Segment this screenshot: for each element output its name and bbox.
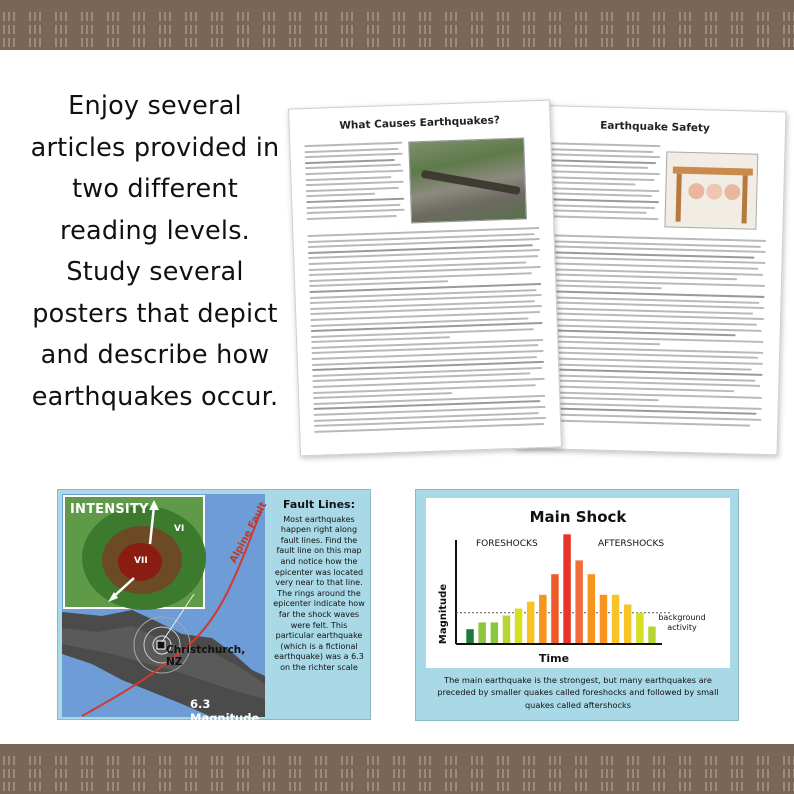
promo-line: Enjoy several: [68, 91, 242, 121]
background-activity-label: background: [658, 613, 706, 622]
text-line: [537, 198, 659, 203]
text-line: [305, 153, 403, 158]
magnitude-bar: [648, 627, 656, 644]
text-line: [538, 176, 655, 181]
sheet-text-block: [307, 227, 546, 436]
intensity-label: INTENSITY: [70, 502, 149, 517]
text-line: [537, 215, 659, 220]
fault-lines-body: Most earthquakes happen right along fault lines. Find the fault line on this map and notice how the epicenter was located very near to that line. The rings around the epicenter indicate how far the shock waves were felt. This particular earthquake (which is a fictional earthquake) was a 6.3 on the richter scale: [273, 514, 365, 672]
text-line: [537, 192, 652, 197]
promo-line: Study several: [66, 257, 244, 287]
magnitude-bar: [563, 534, 571, 643]
promo-line: and describe how: [40, 340, 270, 370]
magnitude-bar: [478, 622, 486, 643]
x-axis-label: Time: [538, 652, 570, 665]
promo-line: reading levels.: [60, 215, 250, 246]
magnitude-bar: [551, 574, 559, 643]
fault-lines-description: [271, 500, 367, 674]
promo-line: earthquakes occur.: [31, 381, 279, 412]
top-decorative-band: [0, 0, 794, 50]
promo-line: two different: [72, 174, 238, 204]
kids-under-table-photo: [664, 151, 758, 229]
text-line: [307, 209, 405, 214]
sheet-text-block: [531, 234, 766, 430]
text-line: [305, 170, 403, 175]
fault-lines-poster: [57, 489, 371, 725]
text-line: [538, 170, 660, 175]
magnitude-bar: [539, 595, 547, 643]
text-line: [305, 176, 391, 181]
sheet-title: Earthquake Safety: [600, 119, 710, 135]
map-graphic: [62, 494, 265, 717]
sheet-title: What Causes Earthquakes?: [339, 114, 501, 132]
main-shock-chart: [426, 498, 730, 668]
text-line: [306, 181, 404, 186]
text-line: [538, 164, 648, 169]
what-causes-earthquakes-sheet: [288, 100, 562, 457]
text-line: [538, 148, 653, 153]
main-shock-poster: [415, 489, 739, 721]
magnitude-bar: [503, 616, 511, 644]
promo-line: articles provided in: [30, 132, 280, 163]
text-line: [305, 159, 395, 164]
intensity-ring-label: VII: [134, 556, 148, 566]
foreshocks-label: FORESHOCKS: [476, 539, 538, 549]
magnitude-bar: [491, 622, 499, 643]
text-line: [306, 187, 399, 192]
new-zealand-map: [62, 494, 270, 725]
aftershocks-label: AFTERSHOCKS: [598, 539, 665, 549]
text-line: [538, 159, 656, 164]
cracked-road-photo: [408, 137, 527, 223]
text-line: [305, 164, 401, 169]
magnitude-bar: [527, 602, 535, 643]
promo-line: posters that depict: [32, 298, 278, 329]
chart-title: Main Shock: [529, 508, 627, 526]
intensity-ring-label: VI: [174, 524, 185, 534]
fault-lines-heading: Fault Lines:: [283, 498, 355, 511]
main-shock-caption: The main earthquake is the strongest, but many earthquakes are preceded by smaller quakes called foreshocks and followed by small quakes called aftershocks: [437, 675, 719, 710]
sheet-text-block: [304, 142, 405, 224]
text-line: [539, 142, 661, 147]
y-axis-label: Magnitude: [438, 583, 449, 645]
city-label: Christchurch, NZ: [166, 644, 246, 668]
background-activity-label: activity: [667, 623, 697, 632]
chart-svg: [426, 498, 730, 668]
magnitude-bar: [588, 574, 596, 643]
magnitude-bar: [600, 595, 608, 643]
promo-text: [24, 86, 286, 418]
magnitude-bar: [636, 613, 644, 643]
text-line: [306, 203, 400, 208]
magnitude-bar: [612, 595, 620, 643]
text-line: [304, 147, 398, 152]
text-line: [537, 204, 655, 209]
alpine-fault-label: Alpine Fault: [228, 500, 270, 566]
magnitude-label: 6.3 Magnitude: [190, 697, 260, 725]
magnitude-bar: [575, 560, 583, 643]
magnitude-bar: [624, 605, 632, 644]
magnitude-bar: [515, 609, 523, 643]
text-line: [306, 193, 375, 197]
magnitude-bar: [466, 629, 474, 643]
bottom-decorative-band: [0, 744, 794, 794]
text-line: [538, 153, 660, 158]
text-line: [304, 142, 402, 147]
text-line: [537, 187, 659, 192]
text-line: [307, 215, 397, 220]
sheet-text-block: [537, 142, 661, 223]
text-line: [306, 198, 404, 203]
